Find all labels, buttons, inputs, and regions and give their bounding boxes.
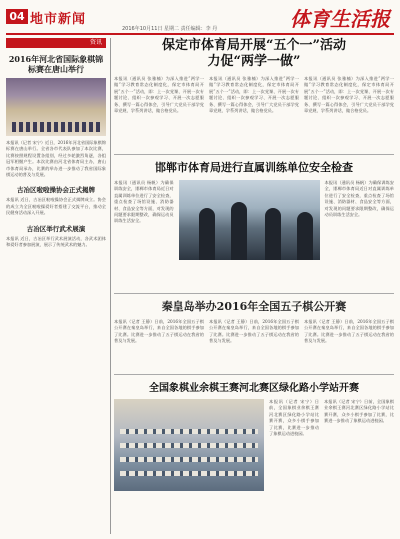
article-handan: [114, 159, 394, 289]
left-sub2-title: 古冶区举行武术展演: [26, 224, 86, 233]
column-divider: [110, 38, 111, 534]
section-title: 地市新闻: [30, 12, 87, 27]
article1-body: 本报讯（通讯员 张雅楠）为深入推进“两学一做”学习教育常态化制度化，保定市体育局开展“五个一”活动，即：上一次党课、开展一次专题讨论、组织一次参观学习、开展一次志愿服务、撰写一篇心得体会，引导广大党员干部学党章党规、学系列讲话，做合格党员。: [114, 76, 204, 114]
article1-body-col3: 本报讯（通讯员 张雅楠）为深入推进“两学一做”学习教育常态化制度化，保定市体育局开展“五个一”活动，即：上一次党课、开展一次专题讨论、组织一次参观学习、开展一次志愿服务、撰写一篇心得体会，引导广大党员干部学党章党规、学系列讲话，做合格党员。: [304, 76, 394, 114]
masthead-logo: 体育生活报: [290, 7, 390, 31]
article1-headline-line1: 保定市体育局开展“五个一”活动: [162, 38, 346, 53]
header-rule: [6, 33, 394, 35]
article3-headline: 秦皇岛举办2016年全国五子棋公开赛: [161, 300, 347, 313]
article4-body: 本报讯（记者 宋宁）日前，全国象棋业余棋王赛河北赛区绿化路小学站比赛开赛，众多小棋手参加了比赛，比赛进一步推动了象棋运动进校园。: [269, 399, 319, 437]
article-baoding: [114, 38, 394, 150]
left-sub2-body: 本报讯 近日，古冶区举行武术展演活动，各武术团体和爱好者参加展演，展示了传统武术的魅力。: [6, 235, 106, 248]
left-headline: 2016年河北省国际象棋锦标赛在唐山举行: [8, 54, 104, 74]
left-column: [6, 38, 106, 534]
article2-body: 本报讯（通讯员 杨帆）为确保训练安全，邯郸市体育局近日对直属训练单位进行了安全检查，重点检查了场馆设施、消防器材、食品安全等方面，对发现的问题要求限期整改，确保运动员训练生活安全。: [114, 180, 174, 224]
left-sub1-title: 古冶区啦啦操协会正式揭牌: [17, 186, 95, 195]
article4-body-col2: 本报讯（记者 宋宁）日前，全国象棋业余棋王赛河北赛区绿化路小学站比赛开赛，众多小棋手参加了比赛，比赛进一步推动了象棋运动进校园。: [324, 399, 394, 424]
article4-photo: [114, 399, 264, 491]
left-body: 本报讯（记者 宋宁）近日，2016年河北省国际象棋锦标赛在唐山举行。全省各市代表队参加了本次比赛，比赛按照规程设置各组别，经过多轮激烈角逐，各组冠军相继产生。本次比赛由河北省体育局主办，唐山市体育局承办，比赛的举办进一步推动了我省国际象棋运动的普及与发展。: [6, 140, 106, 178]
left-sub1-body: 本报讯 近日，古冶区啦啦操协会正式揭牌成立。协会的成立为全区啦啦操爱好者搭建了交流平台，推动全民健身活动深入开展。: [6, 197, 106, 216]
article-qinhuangdao: [114, 298, 394, 370]
divider: [114, 293, 394, 294]
divider: [114, 374, 394, 375]
article3-body-col2: 本报讯（记者 王静）日前，2016年全国五子棋公开赛在秦皇岛举行，来自全国各地的棋手参加了比赛。比赛进一步推动了五子棋运动在我省的普及与发展。: [209, 319, 299, 344]
main-area: [114, 38, 394, 491]
page-number: 04: [6, 9, 28, 24]
article1-body-col2: 本报讯（通讯员 张雅楠）为深入推进“两学一做”学习教育常态化制度化，保定市体育局开展“五个一”活动，即：上一次党课、开展一次专题讨论、组织一次参观学习、开展一次志愿服务、撰写一篇心得体会，引导广大党员干部学党章党规、学系列讲话，做合格党员。: [209, 76, 299, 114]
left-photo: [6, 78, 106, 136]
article4-headline: 全国象棋业余棋王赛河北赛区绿化路小学站开赛: [149, 383, 359, 394]
article1-headline-line2: 力促“两学一做”: [207, 54, 301, 69]
article2-headline: 邯郸市体育局进行直属训练单位安全检查: [155, 161, 353, 174]
divider: [114, 154, 394, 155]
dateline: 2016年10月11日 星期二 责任编辑：李 丹: [122, 26, 218, 32]
article-chess: [114, 379, 394, 491]
page-header: [0, 0, 400, 34]
article2-body-col2: 本报讯（通讯员 杨帆）为确保训练安全，邯郸市体育局近日对直属训练单位进行了安全检查，重点检查了场馆设施、消防器材、食品安全等方面，对发现的问题要求限期整改，确保运动员训练生活安全。: [324, 180, 394, 218]
article3-body: 本报讯（记者 王静）日前，2016年全国五子棋公开赛在秦皇岛举行，来自全国各地的棋手参加了比赛。比赛进一步推动了五子棋运动在我省的普及与发展。: [114, 319, 204, 344]
article3-body-col3: 本报讯（记者 王静）日前，2016年全国五子棋公开赛在秦皇岛举行，来自全国各地的棋手参加了比赛。比赛进一步推动了五子棋运动在我省的普及与发展。: [304, 319, 394, 344]
column-tag: 资讯: [6, 38, 106, 48]
article2-photo: [179, 180, 320, 260]
